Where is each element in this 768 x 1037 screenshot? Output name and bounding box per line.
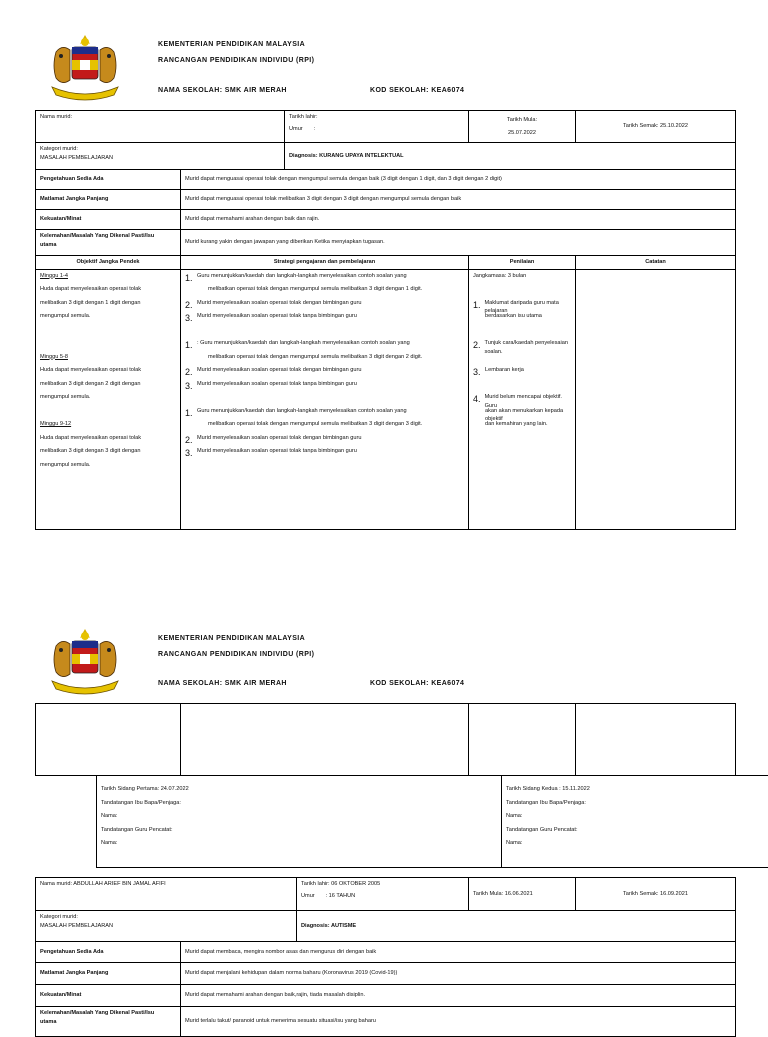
iep-table-2: [35, 877, 736, 1037]
kategori-label-2: Kategori murid:: [40, 913, 292, 922]
tarikh-mula-value: 25.07.2022: [473, 129, 571, 138]
kategori-cell-2: [36, 911, 297, 942]
strat-b1b: melibatkan operasi tolak dengan mengumpul semula melibatkan 3 digit dengan 2 digit.: [185, 353, 464, 367]
jangkamasa: Jangkamasa: 3 bulan: [473, 272, 571, 286]
pengetahuan-label-2: Pengetahuan Sedia Ada: [36, 942, 181, 963]
ttd-guru-1: Tandatangan Guru Pencatat:: [101, 826, 497, 840]
kategori-value-2: MASALAH PEMBELAJARAN: [40, 922, 292, 931]
strat-b2: Murid menyelesaikan soalan operasi tolak dengan bimbingan guru: [197, 366, 362, 375]
obj3-line-2: melibatkan 3 digit dengan 3 digit dengan: [40, 447, 176, 461]
tarikh-lahir-label: Tarikh lahir:: [289, 113, 464, 122]
nama-1a: Nama:: [101, 812, 497, 826]
kategori-cell: [36, 143, 285, 170]
nama-2b: Nama:: [506, 839, 768, 853]
pen3: Lembaran kerja: [485, 366, 524, 375]
strat-c2: Murid menyelesaikan soalan operasi tolak dengan bimbingan guru: [197, 434, 362, 443]
col-penilaian: Penilaian: [469, 256, 576, 270]
minggu-9-12: Minggu 9-12: [40, 420, 176, 434]
strat-a1: Guru menunjukkan/kaedah dan langkah-langkah menyelesaikan contoh soalan yang: [197, 272, 407, 281]
obj2-line-3: mengumpul semula.: [40, 393, 176, 407]
pen1: Maklumat daripada guru mata pelajaran: [485, 299, 571, 316]
catatan-cell: [576, 269, 736, 529]
sidang-pertama: Tarikh Sidang Pertama: 24.07.2022: [101, 785, 497, 799]
obj3-line-1: Huda dapat menyelesaikan operasi tolak: [40, 434, 176, 448]
obj1-line-3: mengumpul semula.: [40, 312, 176, 326]
strat-c3: Murid menyelesaikan soalan operasi tolak tanpa bimbingan guru: [197, 447, 357, 456]
obj1-line-1: Huda dapat menyelesaikan operasi tolak: [40, 285, 176, 299]
minggu-5-8: Minggu 5-8: [40, 353, 176, 367]
col-objektif: Objektif Jangka Pendek: [36, 256, 181, 270]
sidang-pertama-cell: [97, 776, 502, 868]
nama-1b: Nama:: [101, 839, 497, 853]
kategori-value: MASALAH PEMBELAJARAN: [40, 154, 280, 163]
school-name: NAMA SEKOLAH: SMK AIR MERAH: [158, 87, 287, 94]
umur-value-2: : 16 TAHUN: [326, 893, 356, 899]
tarikh-lahir-2: Tarikh lahir: 06 OKTOBER 2005: [301, 880, 464, 889]
iep-table-1: [35, 110, 736, 530]
school-code: KOD SEKOLAH: KEA6074: [370, 680, 464, 687]
minggu-1-4: Minggu 1-4: [40, 272, 176, 286]
sidang-kedua: Tarikh Sidang Kedua : 15.11.2022: [506, 785, 768, 799]
ttd-guru-2: Tandatangan Guru Pencatat:: [506, 826, 768, 840]
kekuatan-value: Murid dapat memahami arahan dengan baik dan rajin.: [181, 210, 736, 230]
kategori-label: Kategori murid:: [40, 145, 280, 154]
continuation-table: [35, 703, 736, 776]
plan-title: RANCANGAN PENDIDIKAN INDIVIDU (RPI): [158, 651, 314, 658]
umur-label: Umur: [289, 126, 303, 132]
nama-murid-cell: Nama murid:: [36, 111, 285, 143]
malaysia-coat-of-arms-icon: [42, 626, 128, 698]
ministry-title: KEMENTERIAN PENDIDIKAN MALAYSIA: [158, 41, 305, 48]
tarikh-mula-label: Tarikh Mula:: [473, 116, 571, 125]
kekuatan-label-2: Kekuatan/Minat: [36, 985, 181, 1007]
penilaian-cell: Jangkamasa: 3 bulan 1. Maklumat daripada guru mata pelajaran berdasarkan isu utama 2. Tunjuk cara/kaedah penyelesaian soalan. 3. Lembaran kerja 4. Murid belum mencapai objektif. Guru akan akan menukarkan kepada objektif dan kemahiran yang lain.: [469, 269, 576, 529]
strat-c1b: melibatkan operasi tolak dengan mengumpul semula melibatkan 3 digit dengan 3 digit.: [185, 420, 464, 434]
pen4b: akan akan menukarkan kepada objektif: [473, 407, 571, 421]
pengetahuan-value: Murid dapat menguasai operasi tolak dengan mengumpul semula dengan baik (3 digit dengan 1 digit, dan 3 digit dengan 2 digit): [181, 170, 736, 190]
kelemahan-value: Murid kurang yakin dengan jawapan yang diberikan Ketika menyiapkan tugasan.: [181, 230, 736, 256]
ttd-ibu-1: Tandatangan Ibu Bapa/Penjaga:: [101, 799, 497, 813]
strategi-cell: 1. Guru menunjukkan/kaedah dan langkah-langkah menyelesaikan contoh soalan yang melibatkan operasi tolak dengan mengumpul semula melibatkan 3 digit dengan 1 digit. 2. Murid menyelesaikan soalan operasi tolak dengan bimbingan guru 3. Murid menyelesaikan soalan operasi tolak tanpa bimbingan guru 1. : Guru menunjukkan/kaedah dan langkah-langkah menyelesaikan contoh soalan yang melibatkan operasi tolak dengan mengumpul semula melibatkan 3 digit dengan 2 digit. 2. Murid menyelesaikan soalan operasi tolak dengan bimbingan guru 3. Murid menyelesaikan soalan operasi tolak tanpa bimbingan guru 1. Guru menunjukkan/kaedah dan langkah-langkah menyelesaikan contoh soalan yang melibatkan operasi tolak dengan mengumpul semula melibatkan 3 digit dengan 3 digit. 2. Murid menyelesaikan soalan operasi tolak dengan bimbingan guru 3. Murid menyelesaikan soalan operasi tolak tanpa bimbingan guru: [181, 269, 469, 529]
strat-c1: Guru menunjukkan/kaedah dan langkah-langkah menyelesaikan contoh soalan yang: [197, 407, 407, 416]
obj2-line-1: Huda dapat menyelesaikan operasi tolak: [40, 366, 176, 380]
strat-b3: Murid menyelesaikan soalan operasi tolak tanpa bimbingan guru: [197, 380, 357, 389]
pengetahuan-value-2: Murid dapat membaca, mengira nombor asas dan mengurus diri dengan baik: [181, 942, 736, 963]
strat-a1b: melibatkan operasi tolak dengan mengumpul semula melibatkan 3 digit dengan 1 digit.: [185, 285, 464, 299]
kelemahan-label-1: Kelemahan/Masalah Yang Dikenal Pasti/Isu: [40, 232, 176, 241]
kelemahan-value-2: Murid terlalu takut/ paranoid untuk menerima sesuatu situasi/isu yang baharu: [181, 1007, 736, 1037]
diagnosis-cell-2: Diagnosis: AUTISME: [297, 911, 736, 942]
matlamat-value-2: Murid dapat menjalani kehidupan dalam norma baharu (Koronavirus 2019 (Covid-19)): [181, 963, 736, 985]
sidang-table: [96, 775, 768, 868]
matlamat-label-2: Matlamat Jangka Panjang: [36, 963, 181, 985]
diagnosis-cell: Diagnosis: KURANG UPAYA INTELEKTUAL: [285, 143, 736, 170]
obj1-line-2: melibatkan 3 digit dengan 1 digit dengan: [40, 299, 176, 313]
matlamat-label: Matlamat Jangka Panjang: [36, 190, 181, 210]
tarikh-mula-cell: [469, 111, 576, 143]
umur-label-2: Umur: [301, 893, 315, 899]
strat-b1: : Guru menunjukkan/kaedah dan langkah-langkah menyelesaikan contoh soalan yang: [197, 339, 410, 348]
umur-colon: :: [314, 126, 316, 132]
obj2-line-2: melibatkan 3 digit dengan 2 digit dengan: [40, 380, 176, 394]
strat-a2: Murid menyelesaikan soalan operasi tolak dengan bimbingan guru: [197, 299, 362, 308]
ttd-ibu-2: Tandatangan Ibu Bapa/Penjaga:: [506, 799, 768, 813]
tarikh-lahir-cell: [285, 111, 469, 143]
school-code: KOD SEKOLAH: KEA6074: [370, 87, 464, 94]
pen4: Murid belum mencapai objektif. Guru: [485, 393, 571, 410]
pengetahuan-label: Pengetahuan Sedia Ada: [36, 170, 181, 190]
plan-title: RANCANGAN PENDIDIKAN INDIVIDU (RPI): [158, 57, 314, 64]
kelemahan-label-cell-2: [36, 1007, 181, 1037]
col-strategi: Strategi pengajaran dan pembelajaran: [181, 256, 469, 270]
kelemahan-label-2b: utama: [40, 1018, 176, 1027]
nama-2a: Nama:: [506, 812, 768, 826]
ministry-title: KEMENTERIAN PENDIDIKAN MALAYSIA: [158, 635, 305, 642]
kelemahan-label-2: utama: [40, 241, 176, 250]
page-2: [0, 600, 768, 1024]
matlamat-value: Murid dapat menguasai operasi tolak melibatkan 3 digit dengan 3 digit dengan mengumpul semula dengan baik: [181, 190, 736, 210]
kelemahan-label-cell: [36, 230, 181, 256]
tarikh-semak-2: Tarikh Semak: 16.09.2021: [576, 878, 736, 911]
objektif-cell: [36, 269, 181, 529]
kelemahan-label-2a: Kelemahan/Masalah Yang Dikenal Pasti/Isu: [40, 1009, 176, 1018]
pen2: Tunjuk cara/kaedah penyelesaian soalan.: [485, 339, 571, 356]
nama-murid-cell-2: Nama murid: ABDULLAH ARIEF BIN JAMAL AFIFI: [36, 878, 297, 911]
kekuatan-value-2: Murid dapat memahami arahan dengan baik,rajin, tiada masalah disiplin.: [181, 985, 736, 1007]
sidang-kedua-cell: [502, 776, 768, 868]
tarikh-lahir-cell-2: [297, 878, 469, 911]
pen4c: dan kemahiran yang lain.: [473, 420, 571, 434]
kekuatan-label: Kekuatan/Minat: [36, 210, 181, 230]
tarikh-mula-2: Tarikh Mula: 16.06.2021: [469, 878, 576, 911]
school-name: NAMA SEKOLAH: SMK AIR MERAH: [158, 680, 287, 687]
col-catatan: Catatan: [576, 256, 736, 270]
tarikh-semak-cell: Tarikh Semak: 25.10.2022: [576, 111, 736, 143]
obj3-line-3: mengumpul semula.: [40, 461, 176, 475]
pen1b: berdasarkan isu utama: [473, 312, 571, 326]
strat-a3: Murid menyelesaikan soalan operasi tolak tanpa bimbingan guru: [197, 312, 357, 321]
malaysia-coat-of-arms-icon: [42, 32, 128, 104]
